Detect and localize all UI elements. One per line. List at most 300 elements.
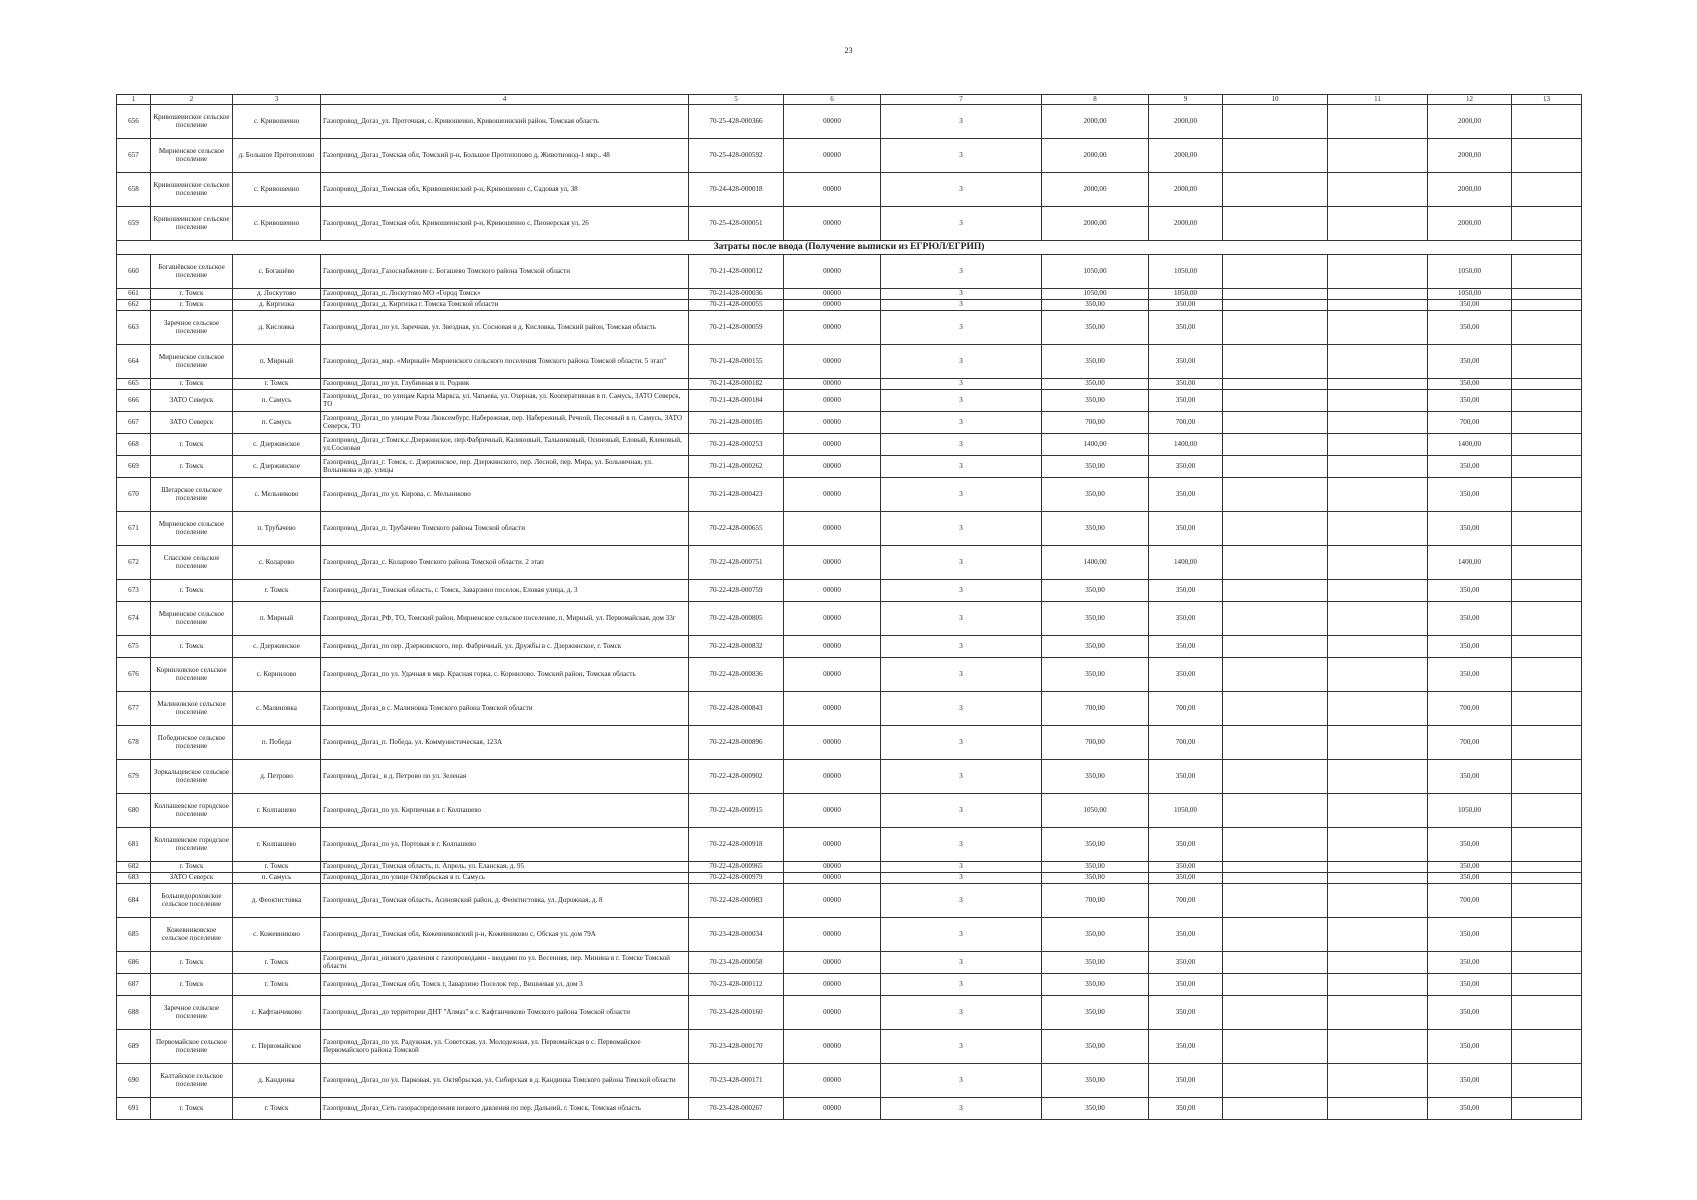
settlement-cell: Мирненское сельское поселение (151, 512, 233, 546)
col10-cell (1223, 828, 1328, 862)
settlement-cell: Кривошеинское сельское поселение (151, 207, 233, 241)
settlement-cell: Колпашевское городское поселение (151, 828, 233, 862)
col11-cell (1328, 289, 1428, 300)
col13-cell (1512, 828, 1582, 862)
settlement-cell: Корниловское сельское поселение (151, 658, 233, 692)
col13-cell (1512, 862, 1582, 873)
col6-cell: 00000 (784, 512, 881, 546)
col9-cell: 350,00 (1149, 873, 1223, 884)
col12-cell: 350,00 (1428, 512, 1512, 546)
table-row (117, 658, 1582, 692)
col6-cell: 00000 (784, 105, 881, 139)
col13-cell (1512, 974, 1582, 996)
col7-cell: 3 (881, 952, 1042, 974)
row-number: 672 (117, 546, 151, 580)
col6-cell: 00000 (784, 345, 881, 379)
settlement-cell: Заречное сельское поселение (151, 996, 233, 1030)
col6-cell: 00000 (784, 692, 881, 726)
col12-cell: 700,00 (1428, 412, 1512, 434)
row-number: 666 (117, 390, 151, 412)
col8-cell: 350,00 (1042, 478, 1149, 512)
col9-cell: 1400,00 (1149, 546, 1223, 580)
col6-cell: 00000 (784, 602, 881, 636)
col13-cell (1512, 726, 1582, 760)
settlement-cell: Кривошеинское сельское поселение (151, 173, 233, 207)
col10-cell (1223, 139, 1328, 173)
object-name-cell: Газопровод_Догаз_Томская обл, Кривошеинский р-н, Кривошеино с, Пионерская ул, 26 (321, 207, 689, 241)
col12-cell: 350,00 (1428, 1030, 1512, 1064)
object-code-cell: 70-22-428-000979 (689, 873, 784, 884)
col10-cell (1223, 974, 1328, 996)
object-name-cell: Газопровод_Догаз_ в д. Петрово по ул. Зеленая (321, 760, 689, 794)
col10-cell (1223, 546, 1328, 580)
col11-cell (1328, 862, 1428, 873)
col11-cell (1328, 918, 1428, 952)
table-row (117, 300, 1582, 311)
table-row (117, 760, 1582, 794)
col7-cell: 3 (881, 1098, 1042, 1120)
row-number: 685 (117, 918, 151, 952)
col7-cell: 3 (881, 974, 1042, 996)
col12-cell: 350,00 (1428, 760, 1512, 794)
col8-cell: 1050,00 (1042, 289, 1149, 300)
col7-cell: 3 (881, 456, 1042, 478)
col11-cell (1328, 434, 1428, 456)
object-name-cell: Газопровод_Догаз_Томская обл, Кожевниковский р-н, Кожевниково с, Обская ул. дом 79А (321, 918, 689, 952)
col12-cell: 350,00 (1428, 862, 1512, 873)
col6-cell: 00000 (784, 300, 881, 311)
table-row (117, 884, 1582, 918)
column-number-10: 10 (1223, 95, 1328, 105)
col13-cell (1512, 390, 1582, 412)
col7-cell: 3 (881, 580, 1042, 602)
object-name-cell: Газопровод_Догаз_по ул. Парковая, ул. Октябрьская, ул. Сибирская в д. Кандинка Томского района Томской области (321, 1064, 689, 1098)
object-code-cell: 70-25-428-000592 (689, 139, 784, 173)
col9-cell: 350,00 (1149, 1064, 1223, 1098)
col6-cell: 00000 (784, 580, 881, 602)
object-name-cell: Газопровод_Догаз_д. Киргизка г. Томска Томской области (321, 300, 689, 311)
col11-cell (1328, 884, 1428, 918)
col8-cell: 350,00 (1042, 456, 1149, 478)
settlement-cell: г. Томск (151, 974, 233, 996)
col8-cell: 350,00 (1042, 636, 1149, 658)
locality-cell: д. Большое Протопопово (233, 139, 321, 173)
locality-cell: г. Томск (233, 1098, 321, 1120)
col7-cell: 3 (881, 289, 1042, 300)
object-code-cell: 70-21-428-000253 (689, 434, 784, 456)
locality-cell: п. Самусь (233, 412, 321, 434)
settlement-cell: Мирненское сельское поселение (151, 602, 233, 636)
col8-cell: 1050,00 (1042, 255, 1149, 289)
row-number: 674 (117, 602, 151, 636)
col6-cell: 00000 (784, 828, 881, 862)
object-name-cell: Газопровод_Догаз_Томская область, г. Томск, Заварзино поселок, Еловая улица, д. 3 (321, 580, 689, 602)
locality-cell: с. Корнилово (233, 658, 321, 692)
col12-cell: 2000,00 (1428, 207, 1512, 241)
object-code-cell: 70-21-428-000055 (689, 300, 784, 311)
col10-cell (1223, 1098, 1328, 1120)
object-name-cell: Газопровод_Догаз_по ул. Кирова, с. Мельниково (321, 478, 689, 512)
col10-cell (1223, 602, 1328, 636)
object-code-cell: 70-22-428-000655 (689, 512, 784, 546)
col9-cell: 350,00 (1149, 512, 1223, 546)
col6-cell: 00000 (784, 1030, 881, 1064)
col7-cell: 3 (881, 207, 1042, 241)
locality-cell: д. Лоскутово (233, 289, 321, 300)
object-name-cell: Газопровод_Догаз_до территории ДНТ "Алмаз" в с. Кафтанчиково Томского района Томской области (321, 996, 689, 1030)
col13-cell (1512, 139, 1582, 173)
table-row (117, 379, 1582, 390)
col12-cell: 350,00 (1428, 345, 1512, 379)
col9-cell: 350,00 (1149, 602, 1223, 636)
col9-cell: 350,00 (1149, 456, 1223, 478)
col10-cell (1223, 173, 1328, 207)
column-number-6: 6 (784, 95, 881, 105)
col13-cell (1512, 996, 1582, 1030)
object-code-cell: 70-23-428-000034 (689, 918, 784, 952)
locality-cell: г. Томск (233, 580, 321, 602)
object-code-cell: 70-21-428-000036 (689, 289, 784, 300)
col10-cell (1223, 884, 1328, 918)
locality-cell: г. Колпашево (233, 794, 321, 828)
col11-cell (1328, 311, 1428, 345)
object-code-cell: 70-22-428-000918 (689, 828, 784, 862)
col10-cell (1223, 1064, 1328, 1098)
col9-cell: 350,00 (1149, 636, 1223, 658)
row-number: 661 (117, 289, 151, 300)
col11-cell (1328, 974, 1428, 996)
col10-cell (1223, 726, 1328, 760)
col11-cell (1328, 580, 1428, 602)
object-name-cell: Газопровод_Догаз_ по улицам Карла Маркса, ул. Чапаева, ул. Озерная, ул. Кооперативная в п. Самусь, ЗАТО Северск, ТО (321, 390, 689, 412)
object-code-cell: 70-23-428-000058 (689, 952, 784, 974)
col9-cell: 350,00 (1149, 974, 1223, 996)
col11-cell (1328, 412, 1428, 434)
column-number-4: 4 (321, 95, 689, 105)
col6-cell: 00000 (784, 996, 881, 1030)
col8-cell: 350,00 (1042, 512, 1149, 546)
column-number-12: 12 (1428, 95, 1512, 105)
object-code-cell: 70-21-428-000423 (689, 478, 784, 512)
col10-cell (1223, 794, 1328, 828)
row-number: 684 (117, 884, 151, 918)
col6-cell: 00000 (784, 918, 881, 952)
col12-cell: 350,00 (1428, 311, 1512, 345)
col11-cell (1328, 478, 1428, 512)
col6-cell: 00000 (784, 546, 881, 580)
table-row (117, 862, 1582, 873)
row-number: 691 (117, 1098, 151, 1120)
col9-cell: 350,00 (1149, 760, 1223, 794)
col8-cell: 700,00 (1042, 412, 1149, 434)
column-number-row (117, 95, 1582, 105)
col9-cell: 700,00 (1149, 884, 1223, 918)
column-number-5: 5 (689, 95, 784, 105)
row-number: 690 (117, 1064, 151, 1098)
settlement-cell: ЗАТО Северск (151, 390, 233, 412)
col12-cell: 350,00 (1428, 580, 1512, 602)
col12-cell: 350,00 (1428, 636, 1512, 658)
locality-cell: п. Мирный (233, 602, 321, 636)
col6-cell: 00000 (784, 311, 881, 345)
col11-cell (1328, 173, 1428, 207)
col13-cell (1512, 289, 1582, 300)
col11-cell (1328, 873, 1428, 884)
settlement-cell: г. Томск (151, 862, 233, 873)
row-number: 689 (117, 1030, 151, 1064)
settlement-cell: Колпашевское городское поселение (151, 794, 233, 828)
table-row (117, 412, 1582, 434)
col7-cell: 3 (881, 828, 1042, 862)
settlement-cell: г. Томск (151, 289, 233, 300)
settlement-cell: Кривошеинское сельское поселение (151, 105, 233, 139)
row-number: 664 (117, 345, 151, 379)
locality-cell: с. Богашёво (233, 255, 321, 289)
col10-cell (1223, 580, 1328, 602)
col10-cell (1223, 512, 1328, 546)
col13-cell (1512, 456, 1582, 478)
col8-cell: 350,00 (1042, 873, 1149, 884)
col10-cell (1223, 390, 1328, 412)
col10-cell (1223, 692, 1328, 726)
col10-cell (1223, 996, 1328, 1030)
object-code-cell: 70-21-428-000012 (689, 255, 784, 289)
col6-cell: 00000 (784, 636, 881, 658)
col11-cell (1328, 546, 1428, 580)
locality-cell: п. Трубачево (233, 512, 321, 546)
col10-cell (1223, 658, 1328, 692)
col10-cell (1223, 311, 1328, 345)
row-number: 659 (117, 207, 151, 241)
col13-cell (1512, 300, 1582, 311)
object-name-cell: Газопровод_Догаз_по ул. Портовая в г. Колпашево (321, 828, 689, 862)
locality-cell: с. Малиновка (233, 692, 321, 726)
settlement-cell: Большедороховское сельское поселение (151, 884, 233, 918)
col8-cell: 2000,00 (1042, 105, 1149, 139)
col6-cell: 00000 (784, 434, 881, 456)
col8-cell: 350,00 (1042, 300, 1149, 311)
row-number: 681 (117, 828, 151, 862)
col13-cell (1512, 1064, 1582, 1098)
locality-cell: г. Томск (233, 974, 321, 996)
object-name-cell: Газопровод_Догаз_Томская обл, Кривошеинский р-н, Кривошеино с, Садовая ул, 38 (321, 173, 689, 207)
row-number: 677 (117, 692, 151, 726)
col9-cell: 350,00 (1149, 1098, 1223, 1120)
table-row (117, 512, 1582, 546)
table-row (117, 1030, 1582, 1064)
col10-cell (1223, 412, 1328, 434)
col13-cell (1512, 636, 1582, 658)
object-code-cell: 70-23-428-000170 (689, 1030, 784, 1064)
settlement-cell: г. Томск (151, 636, 233, 658)
table-row (117, 456, 1582, 478)
settlement-cell: Мирненское сельское поселение (151, 345, 233, 379)
col7-cell: 3 (881, 918, 1042, 952)
col10-cell (1223, 289, 1328, 300)
row-number: 667 (117, 412, 151, 434)
table-row (117, 255, 1582, 289)
row-number: 663 (117, 311, 151, 345)
col12-cell: 700,00 (1428, 884, 1512, 918)
column-number-7: 7 (881, 95, 1042, 105)
col13-cell (1512, 602, 1582, 636)
col13-cell (1512, 255, 1582, 289)
settlement-cell: Богашёвское сельское поселение (151, 255, 233, 289)
col7-cell: 3 (881, 255, 1042, 289)
col7-cell: 3 (881, 345, 1042, 379)
settlement-cell: Побединское сельское поселение (151, 726, 233, 760)
col8-cell: 350,00 (1042, 580, 1149, 602)
col13-cell (1512, 658, 1582, 692)
col7-cell: 3 (881, 1064, 1042, 1098)
table-row (117, 478, 1582, 512)
table-row (117, 602, 1582, 636)
locality-cell: с. Дзержинское (233, 636, 321, 658)
col13-cell (1512, 884, 1582, 918)
object-code-cell: 70-22-428-000902 (689, 760, 784, 794)
col6-cell: 00000 (784, 139, 881, 173)
col10-cell (1223, 255, 1328, 289)
col11-cell (1328, 300, 1428, 311)
col9-cell: 2000,00 (1149, 139, 1223, 173)
object-name-cell: Газопровод_Догаз_по ул. Кирпичная в г. Колпашево (321, 794, 689, 828)
table-row (117, 345, 1582, 379)
col6-cell: 00000 (784, 456, 881, 478)
object-code-cell: 70-21-428-000155 (689, 345, 784, 379)
table-row (117, 974, 1582, 996)
col7-cell: 3 (881, 862, 1042, 873)
row-number: 686 (117, 952, 151, 974)
object-code-cell: 70-21-428-000262 (689, 456, 784, 478)
col8-cell: 700,00 (1042, 692, 1149, 726)
locality-cell: с. Коларово (233, 546, 321, 580)
col13-cell (1512, 512, 1582, 546)
locality-cell: с. Дзержинское (233, 456, 321, 478)
col11-cell (1328, 139, 1428, 173)
col9-cell: 350,00 (1149, 952, 1223, 974)
locality-cell: с. Кривошеино (233, 173, 321, 207)
col13-cell (1512, 478, 1582, 512)
col9-cell: 350,00 (1149, 478, 1223, 512)
col7-cell: 3 (881, 300, 1042, 311)
col6-cell: 00000 (784, 873, 881, 884)
col7-cell: 3 (881, 546, 1042, 580)
col7-cell: 3 (881, 311, 1042, 345)
col10-cell (1223, 952, 1328, 974)
locality-cell: с. Мельниково (233, 478, 321, 512)
col7-cell: 3 (881, 379, 1042, 390)
row-number: 675 (117, 636, 151, 658)
col13-cell (1512, 952, 1582, 974)
col12-cell: 350,00 (1428, 974, 1512, 996)
table-row (117, 1098, 1582, 1120)
col10-cell (1223, 345, 1328, 379)
col7-cell: 3 (881, 434, 1042, 456)
col6-cell: 00000 (784, 379, 881, 390)
col6-cell: 00000 (784, 478, 881, 512)
object-name-cell: Газопровод_Догаз_п. Лоскутово МО «Город Томск» (321, 289, 689, 300)
col9-cell: 350,00 (1149, 828, 1223, 862)
col8-cell: 2000,00 (1042, 173, 1149, 207)
col13-cell (1512, 412, 1582, 434)
col12-cell: 1400,00 (1428, 434, 1512, 456)
col11-cell (1328, 456, 1428, 478)
column-number-3: 3 (233, 95, 321, 105)
table-row (117, 546, 1582, 580)
row-number: 680 (117, 794, 151, 828)
col11-cell (1328, 692, 1428, 726)
col12-cell: 2000,00 (1428, 173, 1512, 207)
row-number: 682 (117, 862, 151, 873)
col9-cell: 350,00 (1149, 1030, 1223, 1064)
col12-cell: 350,00 (1428, 1064, 1512, 1098)
object-name-cell: Газопровод_Догаз_по улицам Розы Люксембург, Набережная, пер. Набережный, Речной, Песочный в п. Самусь, ЗАТО Северск, ТО (321, 412, 689, 434)
col6-cell: 00000 (784, 255, 881, 289)
settlement-cell: ЗАТО Северск (151, 412, 233, 434)
col10-cell (1223, 760, 1328, 794)
col7-cell: 3 (881, 794, 1042, 828)
col7-cell: 3 (881, 105, 1042, 139)
col6-cell: 00000 (784, 862, 881, 873)
col8-cell: 350,00 (1042, 390, 1149, 412)
col8-cell: 700,00 (1042, 884, 1149, 918)
table-row (117, 828, 1582, 862)
object-name-cell: Газопровод_Догаз_г. Томск, с. Дзержинское, пер. Дзержинского, пер. Лесной, пер. Мира, ул. Больничная, ул. Волынкова и др. улицы (321, 456, 689, 478)
col8-cell: 350,00 (1042, 658, 1149, 692)
table-row (117, 390, 1582, 412)
object-code-cell: 70-22-428-000751 (689, 546, 784, 580)
row-number: 669 (117, 456, 151, 478)
col13-cell (1512, 434, 1582, 456)
col8-cell: 350,00 (1042, 760, 1149, 794)
col7-cell: 3 (881, 692, 1042, 726)
col9-cell: 1050,00 (1149, 255, 1223, 289)
col8-cell: 350,00 (1042, 996, 1149, 1030)
object-name-cell: Газопровод_Догаз_Томская область, Асиновский район, д. Феоктистовка, ул. Дорожная, д. 8 (321, 884, 689, 918)
col6-cell: 00000 (784, 952, 881, 974)
col12-cell: 350,00 (1428, 390, 1512, 412)
settlement-cell: г. Томск (151, 456, 233, 478)
locality-cell: с. Первомайское (233, 1030, 321, 1064)
col9-cell: 700,00 (1149, 692, 1223, 726)
col13-cell (1512, 207, 1582, 241)
locality-cell: д. Феоктистовка (233, 884, 321, 918)
col12-cell: 1050,00 (1428, 794, 1512, 828)
col7-cell: 3 (881, 884, 1042, 918)
col6-cell: 00000 (784, 289, 881, 300)
row-number: 662 (117, 300, 151, 311)
object-name-cell: Газопровод_Догаз_Томская область, п. Апрель, ул. Еланская, д. 95 (321, 862, 689, 873)
col13-cell (1512, 546, 1582, 580)
col7-cell: 3 (881, 390, 1042, 412)
col9-cell: 1050,00 (1149, 289, 1223, 300)
page-number: 23 (844, 46, 853, 55)
table-row (117, 1064, 1582, 1098)
table-row (117, 207, 1582, 241)
object-code-cell: 70-25-428-000366 (689, 105, 784, 139)
locality-cell: г. Томск (233, 862, 321, 873)
col7-cell: 3 (881, 1030, 1042, 1064)
col11-cell (1328, 512, 1428, 546)
object-name-cell: Газопровод_Догаз_Томская обл, Томский р-н, Большое Протопопово д, Животновод-1 мкр., 48 (321, 139, 689, 173)
col11-cell (1328, 207, 1428, 241)
col6-cell: 00000 (784, 794, 881, 828)
object-name-cell: Газопровод_Догаз_по ул. Заречная, ул. Звездная, ул. Сосновая в д. Кисловка, Томский район, Томская область (321, 311, 689, 345)
object-code-cell: 70-22-428-000896 (689, 726, 784, 760)
col12-cell: 350,00 (1428, 300, 1512, 311)
col12-cell: 350,00 (1428, 1098, 1512, 1120)
col9-cell: 2000,00 (1149, 105, 1223, 139)
